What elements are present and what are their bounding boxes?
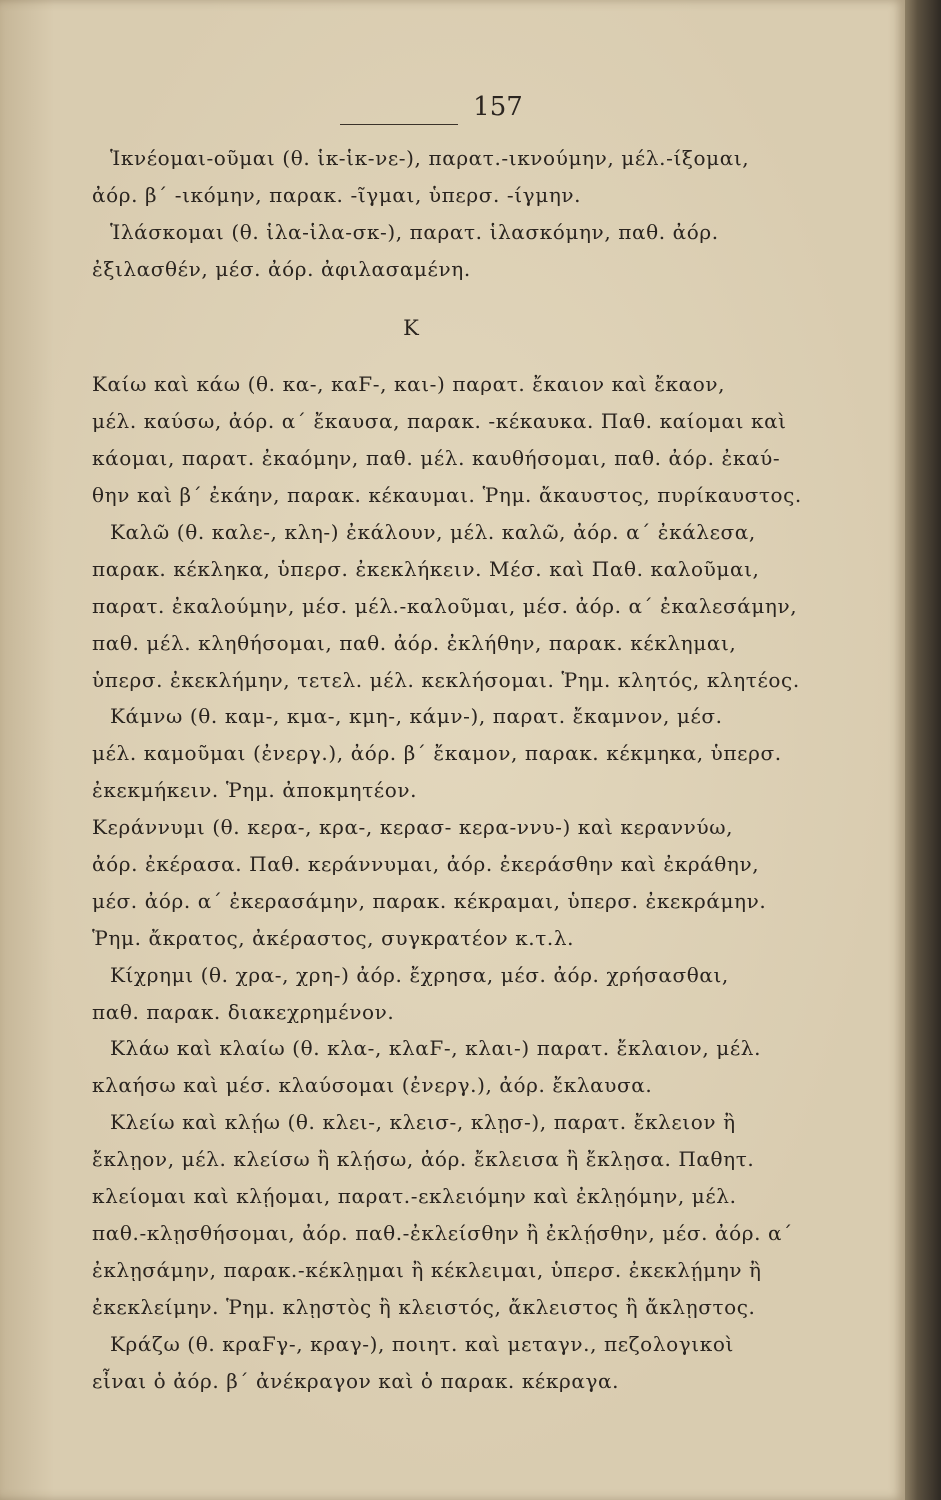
text-line: ὑπερσ. ἐκεκλήμην, τετελ. μέλ. κεκλήσομαι. Ῥημ. κλητός, κλητέος. <box>92 667 800 692</box>
text-line: μέσ. ἀόρ. α΄ ἐκερασάμην, παρακ. κέκραμαι, ὑπερσ. ἐκεκράμην. <box>92 888 767 913</box>
header-rule <box>340 124 458 125</box>
text-line: κλαήσω καὶ μέσ. κλαύσομαι (ἐνεργ.), ἀόρ. ἔκλαυσα. <box>92 1073 653 1098</box>
text-line: κάομαι, παρατ. ἐκαόμην, παθ. μέλ. καυθήσομαι, παθ. ἀόρ. ἐκαύ- <box>92 446 781 471</box>
text-line: Κάμνω (θ. καμ-, κμα-, κμη-, κάμν-), παρατ. ἔκαμνον, μέσ. <box>110 704 723 729</box>
text-line: ἔκλῃον, μέλ. κλείσω ἢ κλῄσω, ἀόρ. ἔκλεισα ἢ ἔκλῃσα. Παθητ. <box>92 1147 755 1172</box>
text-line: ἐκλῃσάμην, παρακ.-κέκλῃμαι ἢ κέκλειμαι, ὑπερσ. ἐκεκλῄμην ἢ <box>92 1257 762 1282</box>
text-line: Κίχρημι (θ. χρα-, χρη-) ἀόρ. ἔχρησα, μέσ. ἀόρ. χρήσασθαι, <box>110 962 729 987</box>
text-line: μέλ. καύσω, ἀόρ. α΄ ἔκαυσα, παρακ. -κέκαυκα. Παθ. καίομαι καὶ <box>92 409 787 434</box>
text-line: Κράζω (θ. κραϜγ-, κραγ-), ποιητ. καὶ μεταγν., πεζολογικοὶ <box>110 1331 734 1356</box>
text-line: ἐκεκμήκειν. Ῥημ. ἀποκμητέον. <box>92 778 418 803</box>
spacer <box>92 288 772 310</box>
text-line: κλείομαι καὶ κλῄομαι, παρατ.-εκλειόμην καὶ ἐκλῃόμην, μέλ. <box>92 1184 737 1209</box>
text-line: ἀόρ. ἐκέρασα. Παθ. κεράννυμαι, ἀόρ. ἐκεράσθην καὶ ἐκράθην, <box>92 852 760 877</box>
spacer <box>92 346 772 366</box>
text-line: Ἱλάσκομαι (θ. ἱλα-ἱλα-σκ-), παρατ. ἱλασκόμην, παθ. ἀόρ. <box>110 219 719 244</box>
text-line: Κεράννυμι (θ. κερα-, κρα-, κερασ- κερα-ννυ-) καὶ κεραννύω, <box>92 815 734 840</box>
page-edge-shadow <box>905 0 941 1500</box>
page-body <box>92 140 802 1399</box>
text-line: παθ. μέλ. κληθήσομαι, παθ. ἀόρ. ἐκλήθην, παρακ. κέκλημαι, <box>92 630 737 655</box>
section-heading: Κ <box>403 315 421 340</box>
text-line: παρακ. κέκληκα, ὑπερσ. ἐκεκλήκειν. Μέσ. καὶ Παθ. καλοῦμαι, <box>92 556 760 581</box>
page-number-text: 157 <box>473 92 523 122</box>
text-line: θην καὶ β΄ ἐκάην, παρακ. κέκαυμαι. Ῥημ. ἄκαυστος, πυρίκαυστος. <box>92 483 802 508</box>
text-line: παθ. παρακ. διακεχρημένον. <box>92 999 395 1024</box>
text-line: Κλάω καὶ κλαίω (θ. κλα-, κλαϜ-, κλαι-) παρατ. ἔκλαιον, μέλ. <box>110 1036 762 1061</box>
text-line: εἶναι ὁ ἀόρ. β΄ ἀνέκραγον καὶ ὁ παρακ. κέκραγα. <box>92 1368 620 1393</box>
text-line: παρατ. ἐκαλούμην, μέσ. μέλ.-καλοῦμαι, μέσ. ἀόρ. α΄ ἐκαλεσάμην, <box>92 593 798 618</box>
text-line: μέλ. καμοῦμαι (ἐνεργ.), ἀόρ. β΄ ἔκαμον, παρακ. κέκμηκα, ὑπερσ. <box>92 741 782 766</box>
text-line: Καλῶ (θ. καλε-, κλη-) ἐκάλουν, μέλ. καλῶ, ἀόρ. α΄ ἐκάλεσα, <box>110 520 756 545</box>
text-line: Ῥημ. ἄκρατος, ἀκέραστος, συγκρατέον κ.τ.λ. <box>92 925 575 950</box>
text-line: Ἱκνέομαι-οῦμαι (θ. ἱκ-ἱκ-νε-), παρατ.-ικνούμην, μέλ.-ίξομαι, <box>110 146 750 170</box>
text-line: ἀόρ. β΄ -ικόμην, παρακ. -ῖγμαι, ὑπερσ. -ίγμην. <box>92 182 582 207</box>
text-line: Κλείω καὶ κλῄω (θ. κλει-, κλεισ-, κλῃσ-), παρατ. ἔκλειον ἢ <box>110 1110 736 1135</box>
text-line: παθ.-κλῃσθήσομαι, ἀόρ. παθ.-ἐκλείσθην ἢ ἐκλῄσθην, μέσ. ἀόρ. α΄ <box>92 1220 793 1245</box>
text-line: Καίω καὶ κάω (θ. κα-, καϜ-, και-) παρατ. ἔκαιον καὶ ἔκαον, <box>92 372 726 397</box>
text-line: ἐκεκλείμην. Ῥημ. κλῃστὸς ἢ κλειστός, ἄκλειστος ἢ ἄκλῃστος. <box>92 1294 756 1319</box>
text-line: ἐξιλασθέν, μέσ. ἀόρ. ἀφιλασαμένη. <box>92 256 471 281</box>
page-number <box>0 92 800 122</box>
